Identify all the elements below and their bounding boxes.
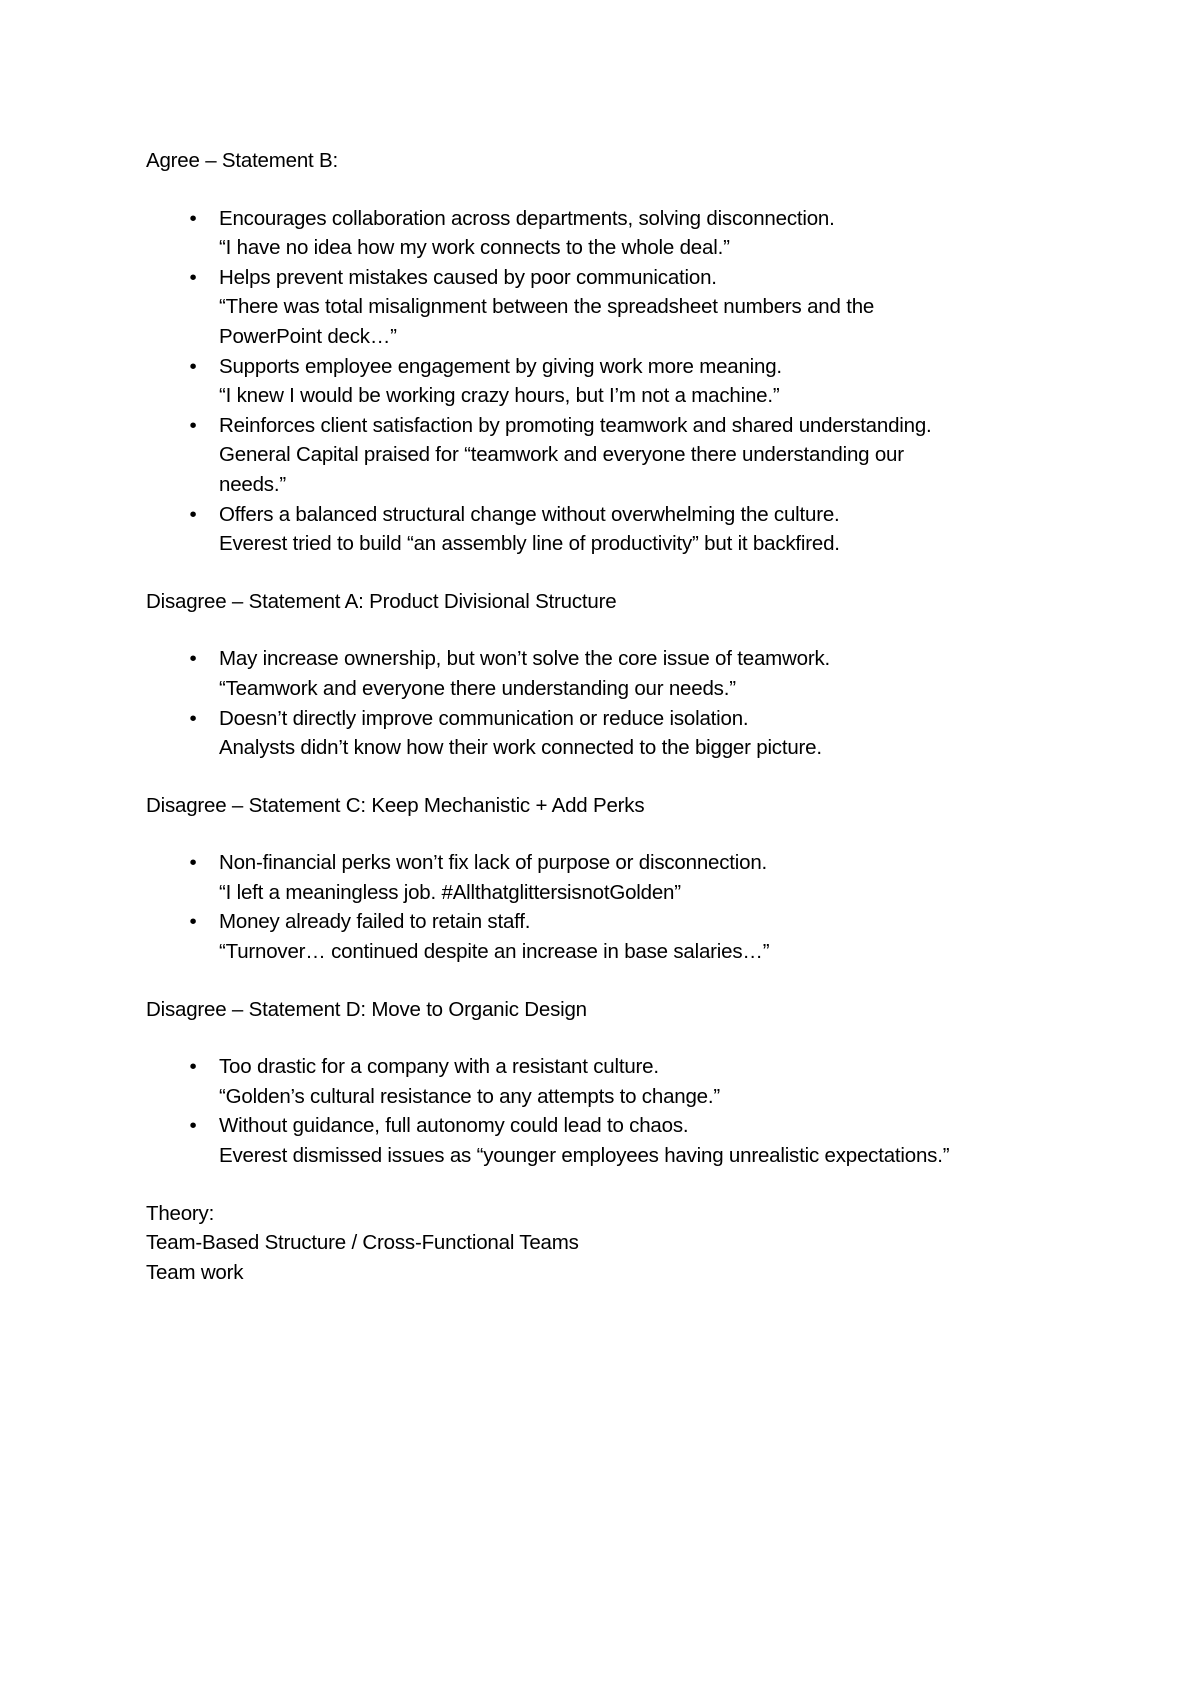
section-heading: Agree – Statement B: [146, 149, 339, 172]
bullet-point: Without guidance, full autonomy could lead to chaos. [219, 1114, 689, 1138]
theory-label: Theory: [146, 1201, 215, 1225]
list-item [146, 644, 1046, 703]
bullet-evidence: “I left a meaningless job. #AllthatglittersisnotGolden” [219, 880, 681, 904]
bullet-evidence: “Turnover… continued despite an increase in base salaries…” [219, 940, 770, 964]
section-heading: Disagree – Statement D: Move to Organic Design [146, 997, 587, 1021]
section-disagree-d [146, 995, 1046, 1171]
bullet-icon: • [189, 851, 197, 875]
bullet-point: Supports employee engagement by giving work more meaning. [219, 354, 782, 378]
theory-line-1: Team-Based Structure / Cross-Functional Teams [146, 1231, 579, 1255]
list-item [146, 500, 1046, 559]
bullet-point: Non-financial perks won’t fix lack of purpose or disconnection. [219, 851, 768, 875]
bullet-evidence: General Capital praised for “teamwork and everyone there understanding our [219, 443, 904, 467]
bullet-icon: • [189, 706, 197, 730]
bullet-icon: • [189, 502, 197, 526]
bullet-point: Money already failed to retain staff. [219, 910, 531, 934]
section-heading: Disagree – Statement A: Product Divisional Structure [146, 589, 617, 613]
bullet-point: Encourages collaboration across departments, solving disconnection. [219, 206, 835, 230]
bullet-icon: • [189, 413, 197, 437]
bullet-list [146, 204, 1046, 559]
section-disagree-c [146, 791, 1046, 967]
bullet-point: Reinforces client satisfaction by promoting teamwork and shared understanding. [219, 413, 932, 437]
theory-block [146, 1199, 1046, 1288]
bullet-icon: • [189, 354, 197, 378]
bullet-icon: • [189, 265, 197, 289]
bullet-evidence-continued: needs.” [219, 472, 286, 496]
bullet-point: Helps prevent mistakes caused by poor communication. [219, 265, 717, 289]
bullet-evidence-continued: PowerPoint deck…” [219, 324, 397, 348]
bullet-list [146, 1052, 1046, 1170]
section-disagree-a [146, 587, 1046, 763]
list-item [146, 411, 1046, 500]
bullet-icon: • [189, 1055, 197, 1079]
list-item [146, 204, 1046, 263]
bullet-icon: • [189, 206, 197, 230]
bullet-evidence: “Teamwork and everyone there understanding our needs.” [219, 676, 736, 700]
document-body [146, 146, 1046, 1287]
bullet-point: Doesn’t directly improve communication or reduce isolation. [219, 706, 749, 730]
bullet-icon: • [189, 647, 197, 671]
list-item [146, 1111, 1046, 1170]
section-heading: Disagree – Statement C: Keep Mechanistic + Add Perks [146, 793, 645, 817]
bullet-evidence: Analysts didn’t know how their work connected to the bigger picture. [219, 736, 822, 760]
section-agree-b [146, 146, 1046, 559]
list-item [146, 907, 1046, 966]
bullet-evidence: Everest dismissed issues as “younger employees having unrealistic expectations.” [219, 1144, 950, 1168]
bullet-list [146, 848, 1046, 966]
bullet-icon: • [189, 910, 197, 934]
bullet-point: Too drastic for a company with a resistant culture. [219, 1055, 659, 1079]
bullet-point: Offers a balanced structural change without overwhelming the culture. [219, 502, 840, 526]
list-item [146, 263, 1046, 352]
list-item [146, 352, 1046, 411]
bullet-point: May increase ownership, but won’t solve the core issue of teamwork. [219, 647, 830, 671]
bullet-evidence: “Golden’s cultural resistance to any attempts to change.” [219, 1084, 720, 1108]
bullet-evidence: “There was total misalignment between the spreadsheet numbers and the [219, 295, 875, 319]
list-item [146, 704, 1046, 763]
bullet-evidence: “I knew I would be working crazy hours, but I’m not a machine.” [219, 384, 780, 408]
theory-line-2: Team work [146, 1260, 244, 1284]
bullet-evidence: “I have no idea how my work connects to the whole deal.” [219, 236, 730, 260]
bullet-icon: • [189, 1114, 197, 1138]
bullet-evidence: Everest tried to build “an assembly line of productivity” but it backfired. [219, 532, 840, 556]
bullet-list [146, 644, 1046, 762]
list-item [146, 848, 1046, 907]
list-item [146, 1052, 1046, 1111]
